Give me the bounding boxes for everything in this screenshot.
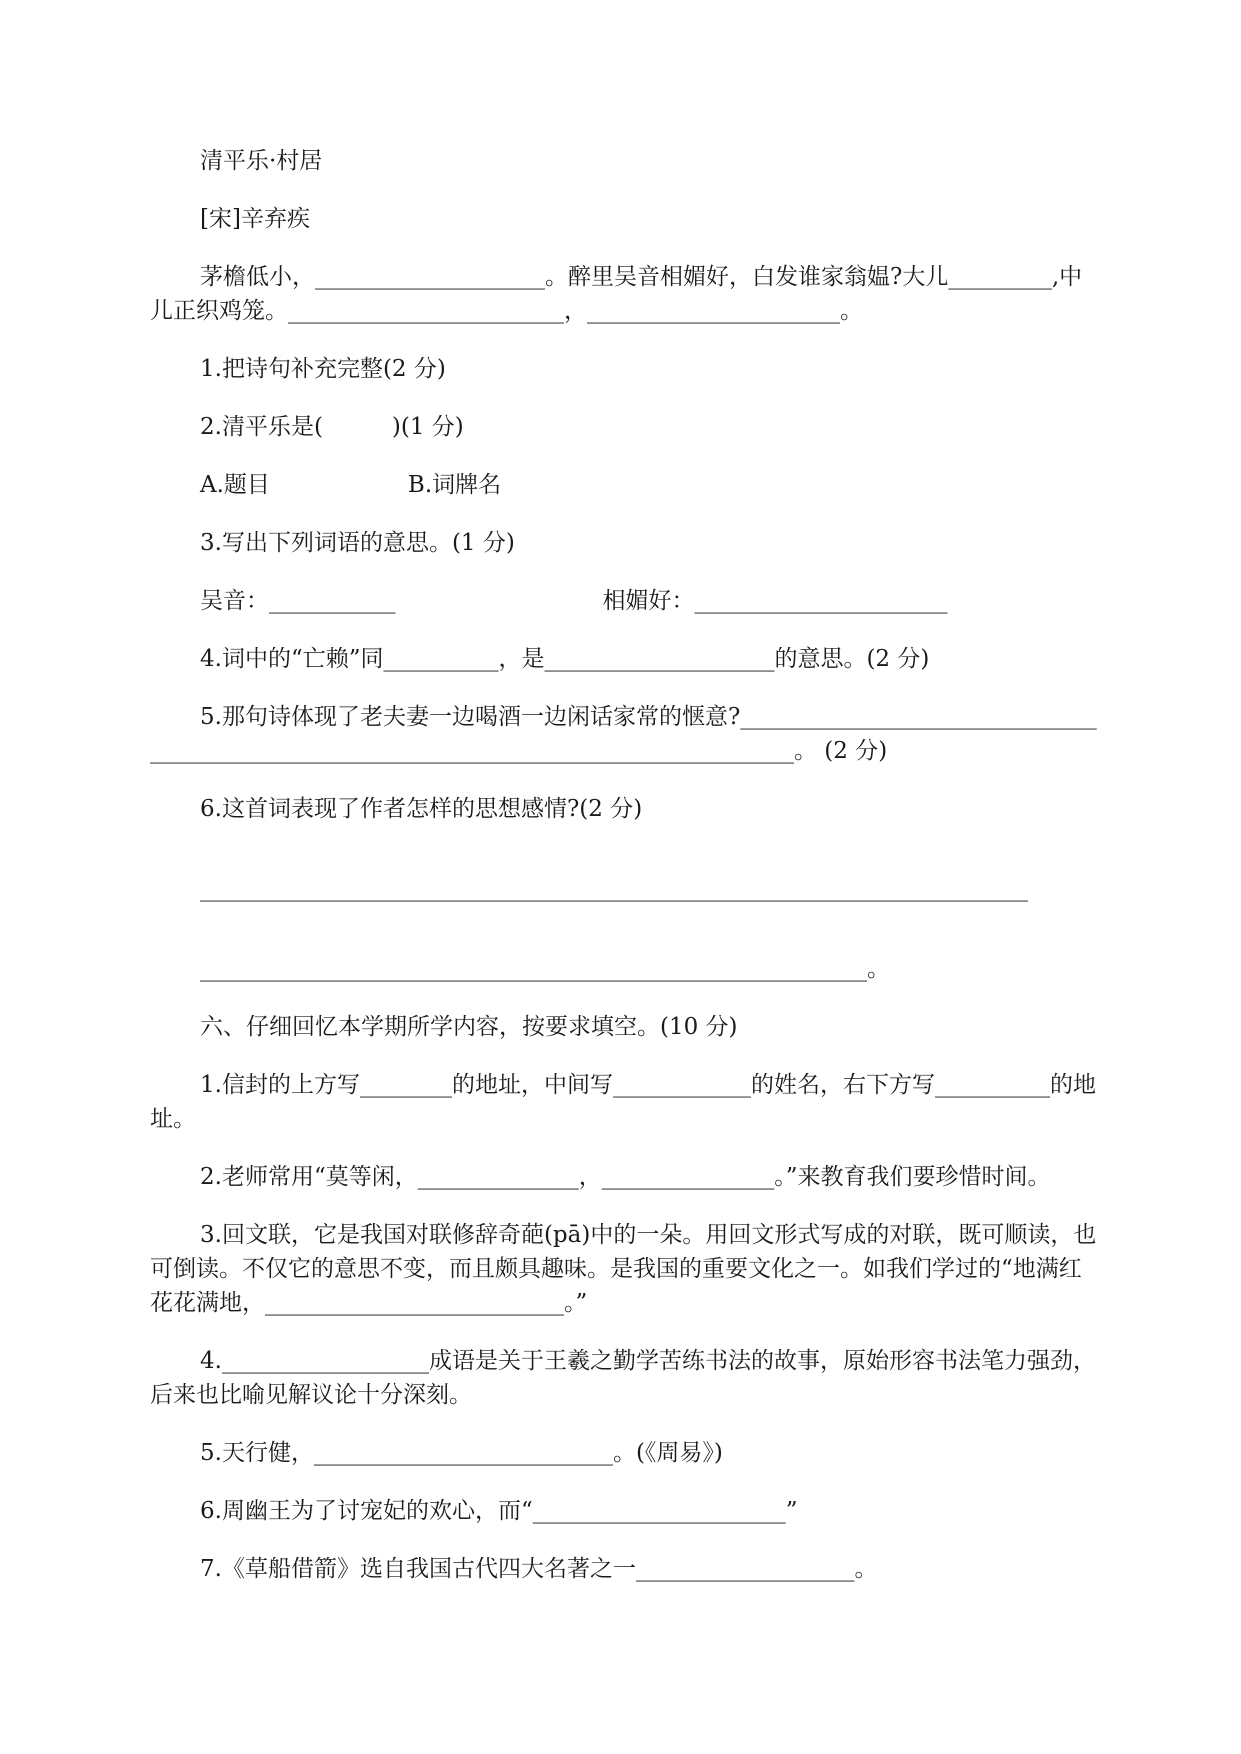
question-3-blanks: 吴音：___________ 相媚好：______________________ <box>200 588 948 614</box>
section-6-item-5: 5.天行健，__________________________。(《周易》) <box>200 1440 723 1466</box>
question-6: 6.这首词表现了作者怎样的思想感情?(2 分) <box>200 796 643 822</box>
question-4: 4.词中的“亡赖”同__________，是____________________的意思。(2 分) <box>200 646 930 672</box>
section-6-item-6: 6.周幽王为了讨宠妃的欢心，而“______________________” <box>200 1498 798 1524</box>
section-6-item-1: 1.信封的上方写________的地址，中间写____________的姓名，右下方写__________的地址。 <box>150 1072 1096 1132</box>
section-6-item-7: 7.《草船借箭》选自我国古代四大名著之一___________________。 <box>200 1556 878 1582</box>
section-6-heading: 六、仔细回忆本学期所学内容，按要求填空。(10 分) <box>200 1014 738 1040</box>
answer-line-2: __________________________________________________________。 <box>200 956 890 982</box>
section-6-item-4: 4.__________________成语是关于王羲之勤学苦练书法的故事，原始形容书法笔力强劲，后来也比喻见解议论十分深刻。 <box>150 1348 1096 1408</box>
section-6-item-3: 3.回文联，它是我国对联修辞奇葩(pā)中的一朵。用回文形式写成的对联，既可顺读，也可倒读。不仅它的意思不变，而且颇具趣味。是我国的重要文化之一。如我们学过的“地满红花花满地，__________________________。” <box>150 1222 1097 1316</box>
answer-line-1: ________________________________________________________________________ <box>200 876 1028 902</box>
question-2: 2.清平乐是( )(1 分) <box>200 414 464 440</box>
section-6-item-2: 2.老师常用“莫等闲，______________，_______________。”来教育我们要珍惜时间。 <box>200 1164 1051 1190</box>
poem-title: 清平乐·村居 <box>200 148 323 174</box>
poem-text: 茅檐低小，____________________。醉里吴音相媚好，白发谁家翁媪?大儿_________,中儿正织鸡笼。________________________，______________________。 <box>150 264 1083 324</box>
question-1: 1.把诗句补充完整(2 分) <box>200 356 446 382</box>
question-2-options: A.题目 B.词牌名 <box>200 472 502 498</box>
question-3: 3.写出下列词语的意思。(1 分) <box>200 530 515 556</box>
poem-author: [宋]辛弃疾 <box>200 206 310 232</box>
question-5: 5.那句诗体现了老夫妻一边喝酒一边闲话家常的惬意?_______________________________________________________________________________________。 (2 分) <box>150 704 1097 764</box>
